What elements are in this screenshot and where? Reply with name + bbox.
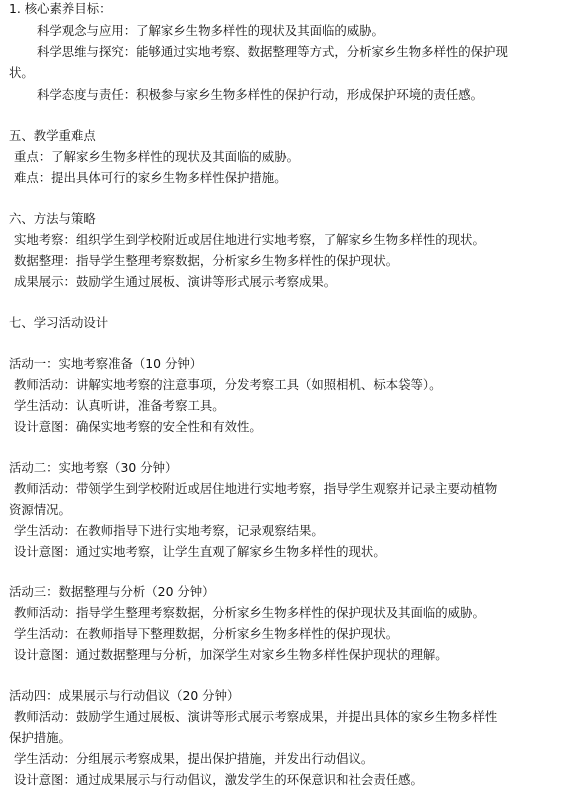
- difficult-point-line: 难点：提出具体可行的家乡生物多样性保护措施。: [14, 170, 287, 185]
- activity-title: 活动三：数据整理与分析（20 分钟）: [9, 584, 215, 599]
- method-line: 实地考察：组织学生到学校附近或居住地进行实地考察，了解家乡生物多样性的现状。: [14, 232, 485, 247]
- core-literacy-line: 科学态度与责任：积极参与家乡生物多样性的保护行动，形成保护环境的责任感。: [37, 87, 484, 102]
- activity-title: 活动一：实地考察准备（10 分钟）: [9, 356, 203, 371]
- section-title-core-literacy: 1. 核心素养目标：: [9, 1, 112, 16]
- activity-line: 学生活动：在教师指导下整理数据，分析家乡生物多样性的保护现状。: [14, 626, 399, 641]
- core-literacy-line: 状。: [9, 65, 34, 80]
- method-line: 数据整理：指导学生整理考察数据，分析家乡生物多样性的保护现状。: [14, 253, 399, 268]
- activity-line: 资源情况。: [9, 502, 71, 517]
- core-literacy-line: 科学观念与应用：了解家乡生物多样性的现状及其面临的威胁。: [37, 23, 384, 38]
- activity-title: 活动四：成果展示与行动倡议（20 分钟）: [9, 688, 240, 703]
- activity-line: 设计意图：确保实地考察的安全性和有效性。: [14, 419, 262, 434]
- activity-line: 设计意图：通过数据整理与分析，加深学生对家乡生物多样性保护现状的理解。: [14, 647, 448, 662]
- activity-line: 学生活动：分组展示考察成果，提出保护措施，并发出行动倡议。: [14, 751, 374, 766]
- section-title-methods: 六、方法与策略: [9, 211, 96, 226]
- activity-line: 教师活动：鼓励学生通过展板、演讲等形式展示考察成果，并提出具体的家乡生物多样性: [14, 709, 498, 724]
- activity-line: 教师活动：指导学生整理考察数据，分析家乡生物多样性的保护现状及其面临的威胁。: [14, 605, 485, 620]
- activity-line: 学生活动：在教师指导下进行实地考察，记录观察结果。: [14, 523, 324, 538]
- core-literacy-line: 科学思维与探究：能够通过实地考察、数据整理等方式，分析家乡生物多样性的保护现: [37, 44, 508, 59]
- section-title-key-points: 五、教学重难点: [9, 128, 96, 143]
- activity-line: 保护措施。: [9, 730, 71, 745]
- activity-line: 设计意图：通过实地考察，让学生直观了解家乡生物多样性的现状。: [14, 544, 386, 559]
- activity-line: 教师活动：讲解实地考察的注意事项，分发考察工具（如照相机、标本袋等）。: [14, 377, 442, 392]
- section-title-activities: 七、学习活动设计: [9, 315, 109, 330]
- activity-title: 活动二：实地考察（30 分钟）: [9, 460, 178, 475]
- activity-line: 教师活动：带领学生到学校附近或居住地进行实地考察，指导学生观察并记录主要动植物: [14, 481, 498, 496]
- activity-line: 学生活动：认真听讲，准备考察工具。: [14, 398, 225, 413]
- key-point-line: 重点：了解家乡生物多样性的现状及其面临的威胁。: [14, 149, 299, 164]
- activity-line: 设计意图：通过成果展示与行动倡议，激发学生的环保意识和社会责任感。: [14, 772, 423, 787]
- method-line: 成果展示：鼓励学生通过展板、演讲等形式展示考察成果。: [14, 274, 337, 289]
